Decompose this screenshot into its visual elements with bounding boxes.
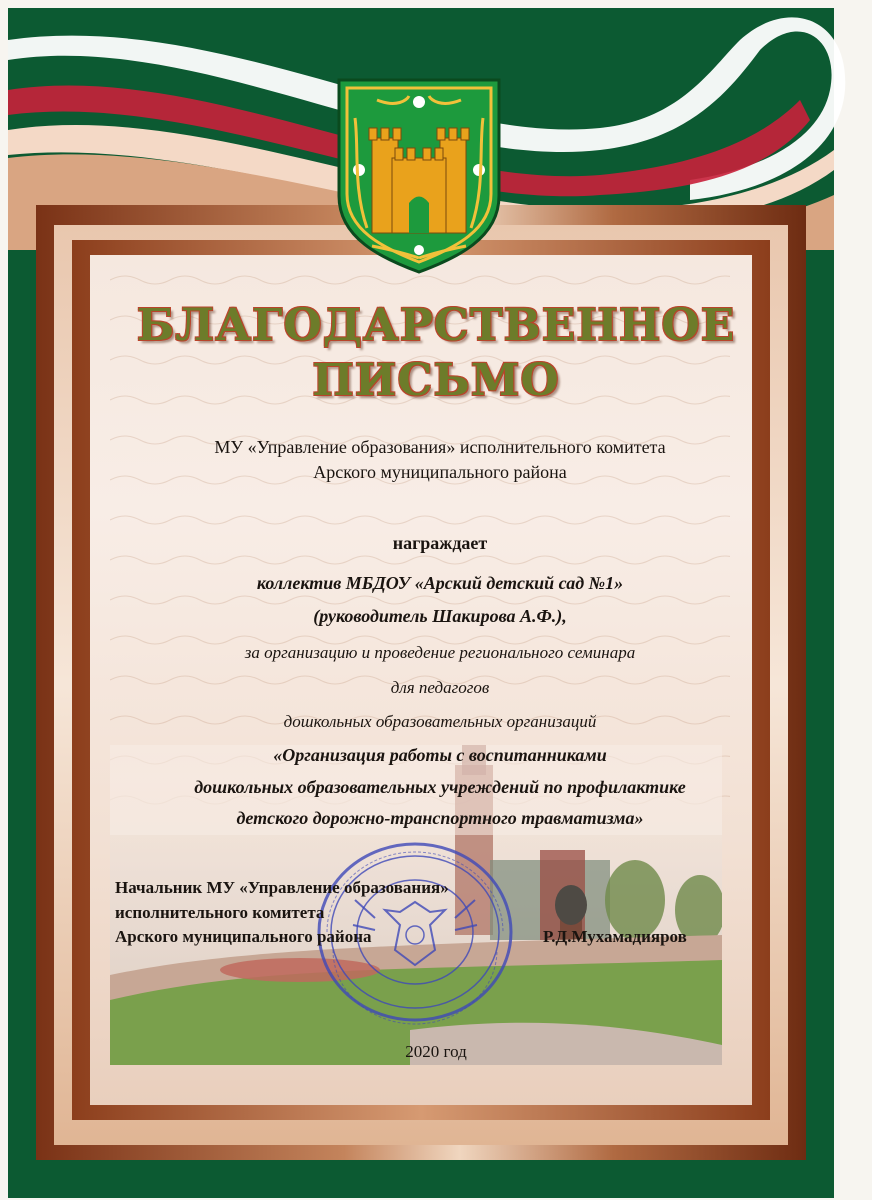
signatory-name: Р.Д.Мухамадияров <box>543 927 687 946</box>
year: 2020 год <box>405 1042 467 1061</box>
reason-line-2: для педагогов <box>390 678 490 697</box>
award-verb: награждает <box>392 533 488 553</box>
issuer-line-1: МУ «Управление образования» исполнительного комитета <box>214 437 666 457</box>
title-line-2: ПИСЬМО <box>312 355 560 406</box>
signatory-title-line-1: Начальник МУ «Управление образования» <box>115 878 449 897</box>
reason-line-3: дошкольных образовательных организаций <box>283 712 597 731</box>
recipient: коллектив МБДОУ «Арский детский сад №1» <box>256 573 624 593</box>
coat-of-arms-fortress-icon <box>337 78 501 274</box>
topic-line-2: дошкольных образовательных учреждений по профилактике <box>194 777 686 797</box>
signatory-title-line-2: исполнительного комитета <box>115 903 325 922</box>
signatory-title-line-3: Арского муниципального района <box>115 927 372 946</box>
issuer-line-2: Арского муниципального района <box>313 462 567 482</box>
topic-line-1: «Организация работы с воспитанниками <box>273 745 607 765</box>
recipient-head: (руководитель Шакирова А.Ф.), <box>313 606 567 626</box>
reason-line-1: за организацию и проведение регионального семинара <box>244 643 636 662</box>
topic-line-3: детского дорожно-транспортного травматизма» <box>236 808 644 828</box>
title-line-1: БЛАГОДАРСТВЕННОЕ <box>136 300 736 351</box>
